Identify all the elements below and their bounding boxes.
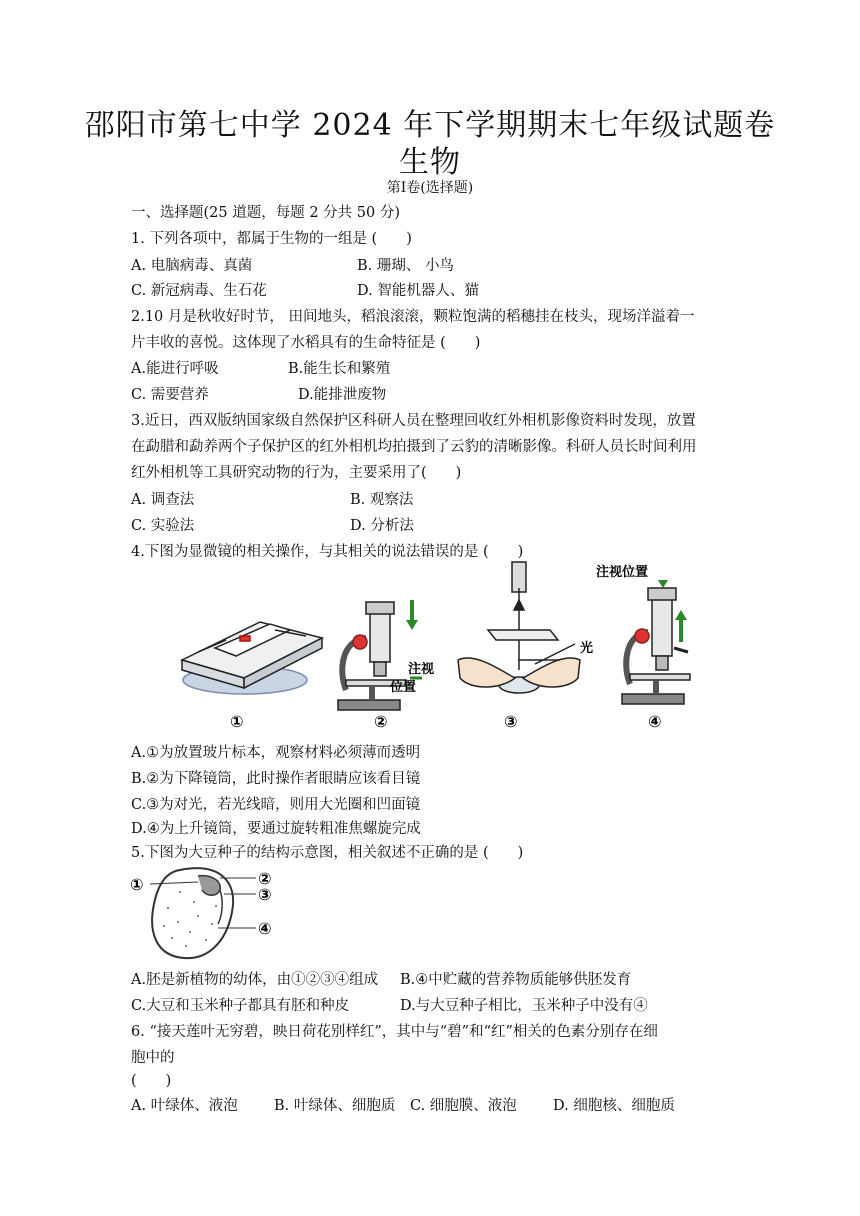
- q4-option-c: C.③为对光，若光线暗，则用大光圈和凹面镜: [131, 797, 421, 813]
- q4-option-b: B.②为下降镜筒，此时操作者眼睛应该看目镜: [131, 771, 421, 787]
- soybean-seed-figure: [128, 862, 288, 964]
- q5-option-d: D.与大豆种子相比，玉米种子中没有④: [400, 998, 648, 1014]
- question-6-stem-line-3: ( ): [131, 1073, 172, 1089]
- q1-option-a: A. 电脑病毒、真菌: [131, 258, 253, 274]
- q3-option-c: C. 实验法: [131, 518, 195, 534]
- up-arrow-head-icon: [675, 610, 687, 620]
- annotation-focus-1: 注视: [408, 662, 435, 677]
- q5-option-c: C.大豆和玉米种子都具有胚和种皮: [131, 998, 350, 1014]
- question-4-stem: 4.下图为显微镜的相关操作，与其相关的说法错误的是 ( ): [131, 544, 524, 560]
- q5-option-b: B.④中贮藏的营养物质能够供胚发育: [400, 972, 632, 988]
- figure-label-4: ④: [648, 712, 662, 731]
- question-1-stem: 1. 下列各项中，都属于生物的一组是 ( ): [131, 231, 412, 247]
- q2-option-c: C. 需要营养: [131, 387, 209, 403]
- seed-label-3: ③: [258, 885, 272, 904]
- q6-option-b: B. 叶绿体、细胞质: [274, 1098, 396, 1114]
- q1-option-c: C. 新冠病毒、生石花: [131, 283, 267, 299]
- seed-label-1: ①: [130, 875, 144, 894]
- q3-option-a: A. 调查法: [131, 492, 195, 508]
- seed-label-4: ④: [258, 919, 272, 938]
- annotation-focus-2: 位置: [390, 680, 417, 695]
- figure-label-3: ③: [504, 712, 518, 731]
- panel-1-slide-placement: [182, 622, 322, 694]
- question-3-stem-line-2: 在勐腊和勐养两个子保护区的红外相机均拍摄到了云豹的清晰影像。科研人员长时间利用: [131, 439, 697, 455]
- panel-4-raising-tube: [622, 588, 690, 704]
- down-arrow-head-icon: [406, 620, 418, 630]
- q5-option-a: A.胚是新植物的幼体，由①②③④组成: [131, 972, 379, 988]
- q4-option-a: A.①为放置玻片标本，观察材料必须薄而透明: [131, 745, 421, 761]
- annotation-focus-top: 注视位置: [596, 565, 649, 580]
- q2-option-b: B.能生长和繁殖: [288, 361, 391, 377]
- panel-3-adjusting-light: [458, 562, 580, 693]
- microscope-operations-figure: [170, 560, 710, 735]
- question-3-stem-line-3: 红外相机等工具研究动物的行为，主要采用了( ): [131, 465, 462, 481]
- figure-label-1: ①: [230, 712, 244, 731]
- question-6-stem-line-1: 6. “接天莲叶无穷碧，映日荷花别样红”，其中与“碧”和“红”相关的色素分别存在细: [131, 1024, 658, 1040]
- question-2-stem-line-1: 2.10 月是秋收好时节， 田间地头，稻浪滚滚，颗粒饱满的稻穗挂在枝头，现场洋溢着一: [131, 309, 695, 325]
- question-3-stem-line-1: 3.近日，西双版纳国家级自然保护区科研人员在整理回收红外相机影像资料时发现，放置: [131, 413, 696, 429]
- seed-label-2: ②: [258, 869, 272, 888]
- q6-option-c: C. 细胞膜、液泡: [410, 1098, 517, 1114]
- q3-option-b: B. 观察法: [350, 492, 414, 508]
- subject-title: 生物: [399, 145, 461, 180]
- q4-option-d: D.④为上升镜筒，要通过旋转粗准焦螺旋完成: [131, 821, 421, 837]
- q3-option-d: D. 分析法: [350, 518, 414, 534]
- q1-option-b: B. 珊瑚、 小鸟: [357, 258, 454, 274]
- q6-option-a: A. 叶绿体、液泡: [131, 1098, 238, 1114]
- question-5-stem: 5.下图为大豆种子的结构示意图，相关叙述不正确的是 ( ): [131, 845, 524, 861]
- section-heading: 一、选择题(25 道题，每题 2 分共 50 分): [131, 205, 400, 221]
- exam-title: 邵阳市第七中学 2024 年下学期期末七年级试题卷: [84, 108, 776, 143]
- question-6-stem-line-2: 胞中的: [131, 1050, 175, 1066]
- eye-arrow-icon: [658, 580, 668, 588]
- q6-option-d: D. 细胞核、细胞质: [553, 1098, 675, 1114]
- q2-option-d: D.能排泄废物: [298, 387, 387, 403]
- q2-option-a: A.能进行呼吸: [131, 361, 219, 377]
- annotation-light: 光: [580, 641, 594, 656]
- question-2-stem-line-2: 片丰收的喜悦。这体现了水稻具有的生命特征是 ( ): [131, 335, 481, 351]
- part-heading: 第Ⅰ卷(选择题): [386, 180, 474, 196]
- figure-label-2: ②: [374, 712, 388, 731]
- q1-option-d: D. 智能机器人、猫: [357, 283, 479, 299]
